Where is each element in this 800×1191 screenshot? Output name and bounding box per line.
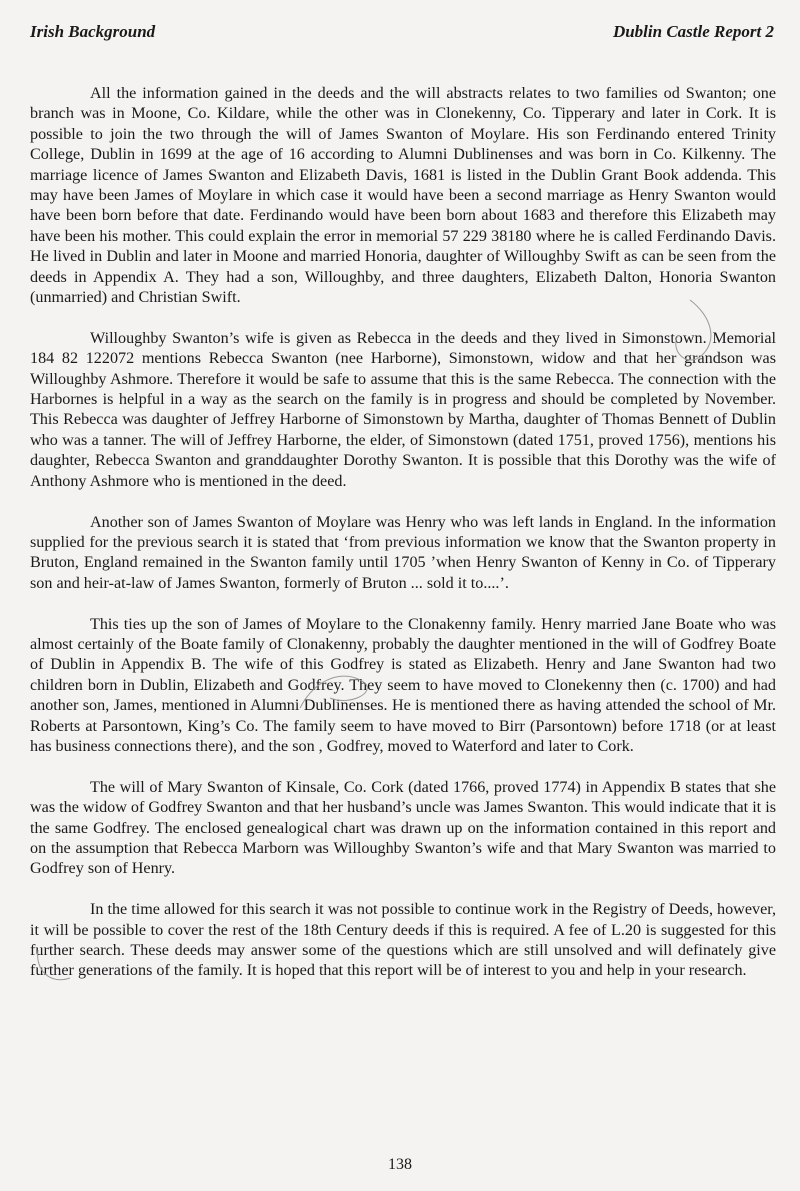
header-left-title: Irish Background [30,22,156,41]
page-header [30,22,774,42]
paragraph: Another son of James Swanton of Moylare was Henry who was left lands in England. In the information supplied for the previous search it is stated that ‘from previous information we know that the Swanton property in Bruton, England remained in the Swanton family until 1705 ’when Henry Swanton of Kenny in Co. of Tipperary son and heir-at-law of James Swanton, formerly of Bruton ... sold it to....’. [30,513,776,592]
paragraph: This ties up the son of James of Moylare to the Clonakenny family. Henry married Jane Boate who was almost certainly of the Boate family of Clonakenny, probably the daughter mentioned in the will of Godfrey Boate of Dublin in Appendix B. The wife of this Godfrey is stated as Elizabeth. Henry and Jane Swanton had two children born in Dublin, Elizabeth and Godfrey. They seem to have moved to Clonekenny then (c. 1700) and had another son, James, mentioned in Alumni Dublinenses. He is mentioned there as having attended the school of Mr. Roberts at Parsontown, King’s Co. The family seem to have moved to Birr (Parsontown) before 1718 (or at least has business connections there), and the son , Godfrey, moved to Waterford and later to Cork. [30,615,776,755]
paragraph: Willoughby Swanton’s wife is given as Rebecca in the deeds and they lived in Simonstown. Memorial 184 82 122072 mentions Rebecca Swanton (nee Harborne), Simonstown, widow and that her grandson was Willoughby Ashmore. Therefore it would be safe to assume that this is the same Rebecca. The connection with the Harbornes is helpful in a way as the search on the family is in progress and should be completed by November. This Rebecca was daughter of Jeffrey Harborne of Simonstown by Martha, daughter of Thomas Bennett of Dublin who was a tanner. The will of Jeffrey Harborne, the elder, of Simonstown (dated 1751, proved 1756), mentions his daughter, Rebecca Swanton and granddaughter Dorothy Swanton. It is possible that this Dorothy was the wife of Anthony Ashmore who is mentioned in the deed. [30,329,776,490]
paragraph: All the information gained in the deeds and the will abstracts relates to two families od Swanton; one branch was in Moone, Co. Kildare, while the other was in Clonekenny, Co. Tipperary and later in Cork. It is possible to join the two through the will of James Swanton of Moylare. His son Ferdinando entered Trinity College, Dublin in 1699 at the age of 16 according to Alumni Dublinenses and was born in Co. Kilkenny. The marriage licence of James Swanton and Elizabeth Davis, 1681 is listed in the Dublin Grant Book addenda. This may have been James of Moylare in which case it would have been a second marriage as Henry Swanton would have been born before that date. Ferdinando would have been born about 1683 and therefore this Elizabeth may have been his mother. This could explain the error in memorial 57 229 38180 where he is called Ferdinando Davis. He lived in Dublin and later in Moone and married Honoria, daughter of Willoughby Swift as can be seen from the deeds in Appendix A. They had a son, Willoughby, and three daughters, Elizabeth Dalton, Honoria Swanton (unmarried) and Christian Swift. [30,85,776,307]
header-right-title: Dublin Castle Report 2 [612,22,774,41]
report-body [30,84,776,1002]
paragraph: The will of Mary Swanton of Kinsale, Co. Cork (dated 1766, proved 1774) in Appendix B states that she was the widow of Godfrey Swanton and that her husband’s uncle was James Swanton. This would indicate that it is the same Godfrey. The enclosed genealogical chart was drawn up on the information contained in this report and on the assumption that Rebecca Marborn was Willoughby Swanton’s wife and that Mary Swanton was married to Godfrey son of Henry. [30,778,776,878]
paragraph: In the time allowed for this search it was not possible to continue work in the Registry of Deeds, however, it will be possible to cover the rest of the 18th Century deeds if this is required. A fee of L.20 is suggested for this further search. These deeds may answer some of the questions which are still unsolved and will definately give further generations of the family. It is hoped that this report will be of interest to you and help in your research. [30,901,776,980]
page-number: 138 [388,1156,412,1173]
